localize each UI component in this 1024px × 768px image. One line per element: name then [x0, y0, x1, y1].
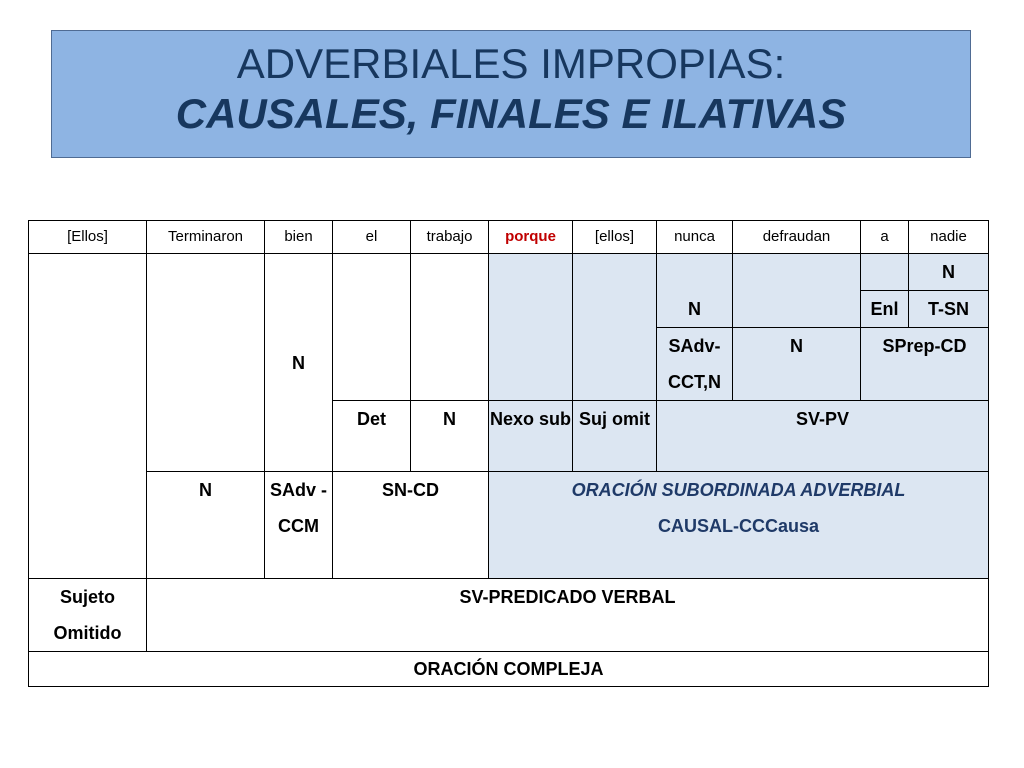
syntax-analysis-table [28, 220, 989, 687]
word-cell: Terminaron [147, 221, 265, 254]
nadie-tsn-cell: T-SN [909, 291, 989, 328]
sujeto-omitido-cell: Sujeto Omitido [29, 579, 147, 652]
analysis-row-6 [29, 472, 989, 579]
ellos-suj-cell: Suj omit [573, 401, 657, 472]
a-enl-cell: Enl [861, 291, 909, 328]
word-cell: el [333, 221, 411, 254]
porque-empty-cell [489, 254, 573, 401]
ellos-empty-cell [29, 254, 147, 579]
words-row [29, 221, 989, 254]
trabajo-n-cell: N [411, 401, 489, 472]
nunca-n-cell: N [657, 254, 733, 328]
subordinada-line-1: ORACIÓN SUBORDINADA ADVERBIAL [571, 480, 906, 500]
nunca-sadv-cell: SAdv-CCT,N [657, 328, 733, 401]
terminaron-n-cell: N [147, 472, 265, 579]
el-det-cell: Det [333, 401, 411, 472]
el-empty-cell [333, 254, 411, 401]
bien-n-cell: N [265, 254, 333, 472]
word-cell: [Ellos] [29, 221, 147, 254]
defraudan-empty-cell [733, 254, 861, 328]
title-banner [51, 30, 971, 158]
ellos-suj-empty-cell [573, 254, 657, 401]
a-empty-cell [861, 254, 909, 291]
bien-sadv-cell: SAdv - CCM [265, 472, 333, 579]
analysis-row-8 [29, 652, 989, 687]
analysis-row-7 [29, 579, 989, 652]
word-cell: defraudan [733, 221, 861, 254]
predicado-cell: SV-PREDICADO VERBAL [147, 579, 989, 652]
word-cell: a [861, 221, 909, 254]
trabajo-empty-cell [411, 254, 489, 401]
subordinada-cell [489, 472, 989, 579]
oracion-compleja-cell: ORACIÓN COMPLEJA [29, 652, 989, 687]
word-cell-nexo: porque [489, 221, 573, 254]
terminaron-empty-cell [147, 254, 265, 472]
sprep-cd-cell: SPrep-CD [861, 328, 989, 401]
title-line-2: CAUSALES, FINALES E ILATIVAS [175, 90, 847, 137]
word-cell: nadie [909, 221, 989, 254]
nadie-n-cell: N [909, 254, 989, 291]
sn-cd-cell: SN-CD [333, 472, 489, 579]
porque-nexo-cell: Nexo sub [489, 401, 573, 472]
defraudan-n-cell: N [733, 328, 861, 401]
word-cell: nunca [657, 221, 733, 254]
title-line-1: ADVERBIALES IMPROPIAS: [236, 40, 786, 87]
analysis-row-2 [29, 254, 989, 291]
subordinada-line-2: CAUSAL-CCCausa [657, 516, 819, 536]
word-cell: [ellos] [573, 221, 657, 254]
word-cell: trabajo [411, 221, 489, 254]
word-cell: bien [265, 221, 333, 254]
sv-pv-cell: SV-PV [657, 401, 989, 472]
